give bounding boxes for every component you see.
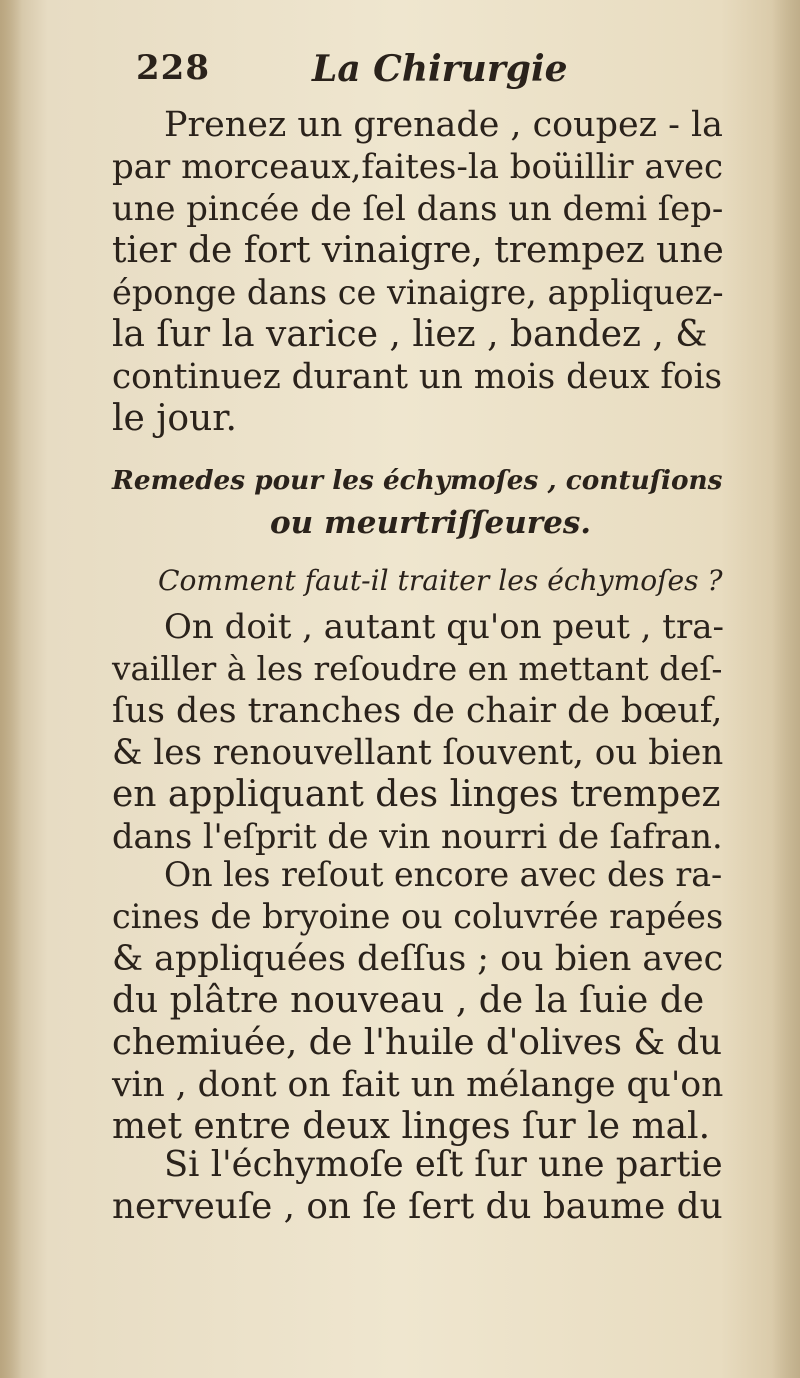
section-heading-line: ou meurtriſſeures. bbox=[270, 505, 592, 541]
text-line: Prenez un grenade , coupez - la bbox=[164, 105, 723, 145]
text-line: Si l'échymoſe eſt ſur une partie bbox=[164, 1144, 723, 1185]
text-line: & appliquées deſſus ; ou bien avec bbox=[112, 939, 724, 979]
text-line: vin , dont on fait un mélange qu'on bbox=[112, 1065, 724, 1105]
paragraph-echymose-treatment bbox=[112, 606, 724, 858]
page-edge-shadow bbox=[772, 0, 800, 1378]
text-line: du plâtre nouveau , de la ſuie de bbox=[112, 980, 705, 1021]
text-line: dans l'eſprit de vin nourri de ſafran. bbox=[112, 817, 723, 856]
text-line: par morceaux,faites-la boüillir avec bbox=[112, 147, 724, 187]
text-line: le jour. bbox=[112, 398, 237, 439]
text-line: & les renouvellant ſouvent, ou bien bbox=[112, 733, 724, 773]
section-heading-line: Remedes pour les échymoſes , contuſions bbox=[112, 465, 723, 496]
text-line: tier de fort vinaigre, trempez une bbox=[112, 230, 724, 271]
text-line: éponge dans ce vinaigre, appliquez- bbox=[112, 273, 724, 312]
paragraph-nervous-part bbox=[112, 1144, 724, 1228]
paragraph-resolving-remedies bbox=[112, 854, 724, 1148]
text-line: chemiuée, de l'huile d'olives & du bbox=[112, 1022, 723, 1063]
page-number: 228 bbox=[136, 48, 210, 88]
text-line: ſus des tranches de chair de bœuf, bbox=[112, 691, 723, 731]
text-line: une pincée de ſel dans un demi ſep- bbox=[112, 189, 724, 228]
running-title: La Chirurgie bbox=[312, 48, 568, 90]
text-line: nerveuſe , on ſe ſert du baume du bbox=[112, 1186, 723, 1227]
text-line: continuez durant un mois deux fois bbox=[112, 357, 723, 397]
text-line: en appliquant des linges trempez bbox=[112, 774, 721, 815]
text-line: On doit , autant qu'on peut , tra- bbox=[164, 607, 724, 647]
text-line: vailler à les reſoudre en mettant deſ- bbox=[112, 650, 723, 688]
paragraph-varice-remedy bbox=[112, 104, 724, 440]
page-gutter-shadow bbox=[0, 0, 22, 1378]
text-line: la ſur la varice , liez , bandez , & bbox=[112, 314, 708, 355]
page-header bbox=[136, 48, 696, 96]
text-line: cines de bryoine ou coluvrée rapées bbox=[112, 897, 724, 936]
text-line: On les reſout encore avec des ra- bbox=[164, 855, 723, 894]
section-heading bbox=[112, 460, 724, 544]
question-heading bbox=[112, 560, 724, 602]
question-text: Comment faut-il traiter les échymoſes ? bbox=[158, 564, 723, 597]
text-line: met entre deux linges ſur le mal. bbox=[112, 1106, 711, 1147]
